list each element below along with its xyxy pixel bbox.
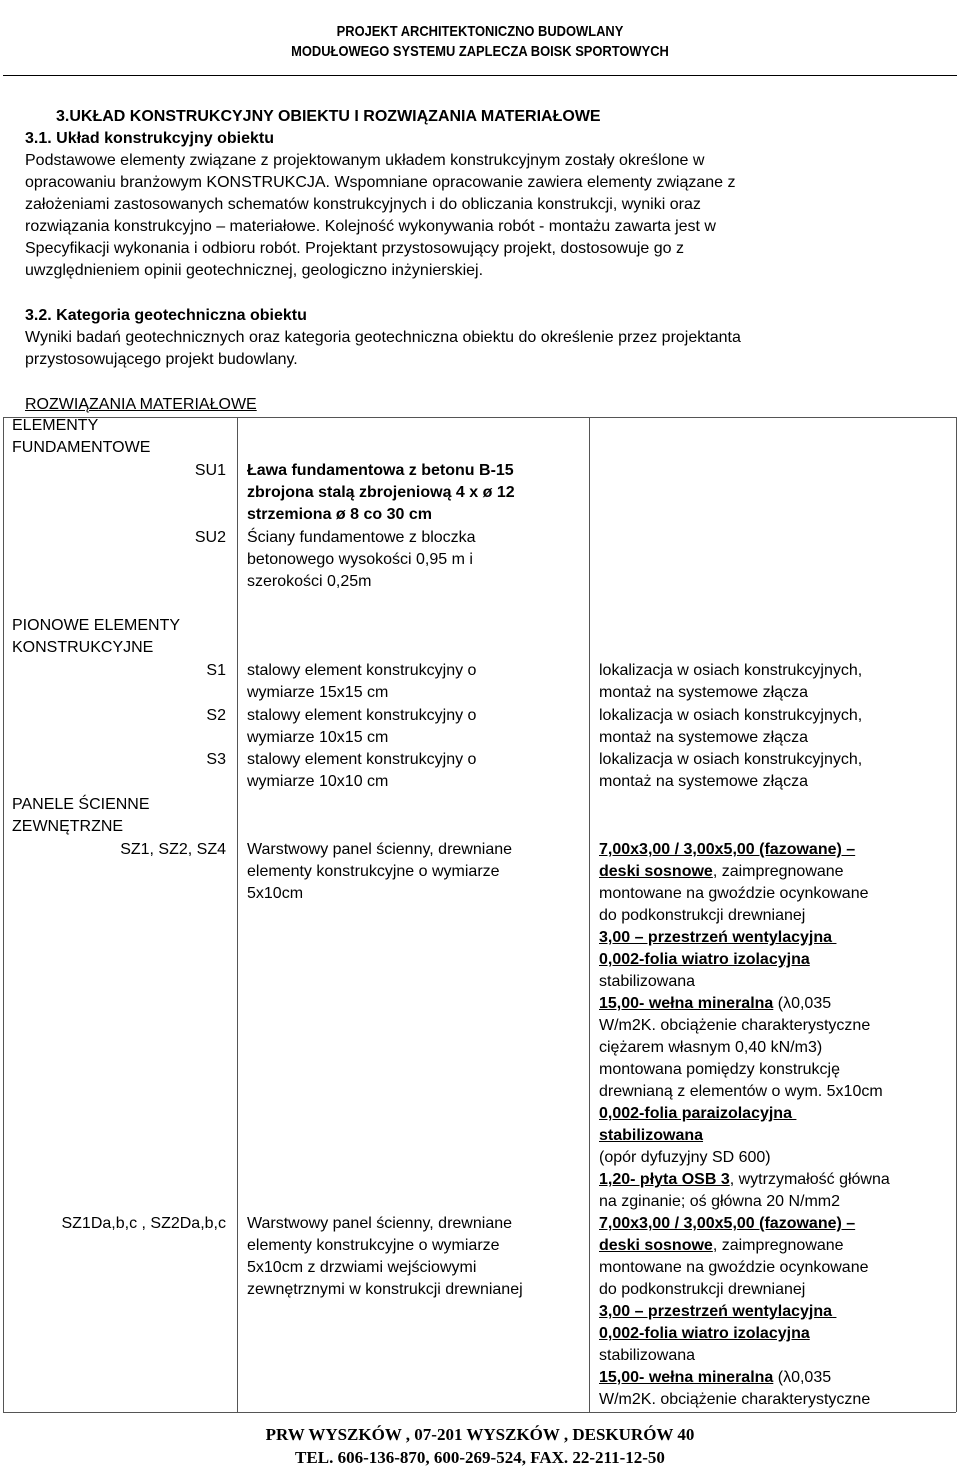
table-border-right: [956, 417, 957, 1412]
s3-note: [599, 749, 939, 793]
layer-line: [599, 1367, 939, 1389]
paragraph-line: Wyniki badań geotechnicznych oraz kategoria geotechniczna obiektu do określenie przez projektanta: [25, 329, 741, 346]
s1-description: [247, 660, 587, 704]
cell-line: elementy konstrukcyjne o wymiarze: [247, 863, 500, 880]
paragraph-line: uwzględnieniem opinii geotechnicznej, geologiczno inżynierskiej.: [25, 262, 484, 279]
layer-line: [599, 1235, 939, 1257]
header-line-1: PROJEKT ARCHITEKTONICZNO BUDOWLANY: [336, 23, 624, 40]
subsection-31-body: [25, 150, 925, 282]
cell-line: montaż na systemowe złącza: [599, 773, 808, 790]
layer-line: [599, 993, 939, 1015]
layer-line: 0,002-folia wiatro izolacyjna: [599, 1325, 810, 1342]
s3-description: [247, 749, 587, 793]
cell-line: Ława fundamentowa z betonu B-15: [247, 462, 514, 479]
cell-line: zewnętrznymi w konstrukcji drewnianej: [247, 1281, 523, 1298]
layer-text: , zaimpregnowane: [712, 863, 844, 880]
layer-line: stabilizowana: [599, 1127, 704, 1144]
layer-line: do podkonstrukcji drewnianej: [599, 907, 806, 924]
header-line-2: MODUŁOWEGO SYSTEMU ZAPLECZA BOISK SPORTOWYCH: [291, 43, 669, 60]
cell-line: 5x10cm z drzwiami wejściowymi: [247, 1259, 477, 1276]
layer-name: 15,00- wełna mineralna: [599, 995, 774, 1012]
materials-heading: ROZWIĄZANIA MATERIAŁOWE: [25, 396, 257, 413]
layer-line: 7,00x3,00 / 3,00x5,00 (fazowane) –: [599, 1215, 856, 1232]
layer-line: 0,002-folia paraizolacyjna: [599, 1105, 797, 1122]
su2-label: SU2: [194, 529, 226, 546]
cell-line: wymiarze 15x15 cm: [247, 684, 389, 701]
table-border-left: [3, 417, 4, 1412]
layer-line: stabilizowana: [599, 973, 696, 990]
layer-line: [599, 1169, 939, 1191]
s2-description: [247, 705, 587, 749]
layer-line: stabilizowana: [599, 1347, 696, 1364]
layer-line: montowane na gwoździe ocynkowane: [599, 1259, 869, 1276]
layer-name: 1,20- płyta OSB 3: [599, 1171, 730, 1188]
s2-label: S2: [206, 707, 226, 724]
layer-line: W/m2K. obciążenie charakterystyczne: [599, 1391, 871, 1408]
cell-line: strzemiona ø 8 co 30 cm: [247, 506, 432, 523]
s2-note: [599, 705, 939, 749]
layer-line: drewnianą z elementów o wym. 5x10cm: [599, 1083, 883, 1100]
group-title-line: FUNDAMENTOWE: [12, 439, 151, 456]
szd-label: SZ1Da,b,c , SZ2Da,b,c: [61, 1215, 226, 1232]
layer-line: W/m2K. obciążenie charakterystyczne: [599, 1017, 871, 1034]
s1-note: [599, 660, 939, 704]
section-title: 3.UKŁAD KONSTRUKCYJNY OBIEKTU I ROZWIĄZANIA MATERIAŁOWE: [56, 108, 601, 125]
group-title-line: ZEWNĘTRZNE: [12, 818, 124, 835]
paragraph-line: Specyfikacji wykonania i odbioru robót. Projektant przystosowujący projekt, dostosowuje go z: [25, 240, 684, 257]
s1-label: S1: [206, 662, 226, 679]
layer-text: (λ0,035: [773, 1369, 832, 1386]
layer-line: montowane na gwoździe ocynkowane: [599, 885, 869, 902]
group-title-line: PIONOWE ELEMENTY: [12, 617, 181, 634]
cell-line: szerokości 0,25m: [247, 573, 372, 590]
cell-line: montaż na systemowe złącza: [599, 729, 808, 746]
cell-line: Warstwowy panel ścienny, drewniane: [247, 841, 513, 858]
layer-name: deski sosnowe: [599, 1237, 713, 1254]
layer-line: ciężarem własnym 0,40 kN/m3): [599, 1039, 823, 1056]
cell-line: wymiarze 10x10 cm: [247, 773, 389, 790]
subsection-32-body: [25, 327, 925, 371]
cell-line: lokalizacja w osiach konstrukcyjnych,: [599, 751, 863, 768]
cell-line: Ściany fundamentowe z bloczka: [247, 529, 476, 546]
cell-line: lokalizacja w osiach konstrukcyjnych,: [599, 662, 863, 679]
s3-label: S3: [206, 751, 226, 768]
subsection-32-title: 3.2. Kategoria geotechniczna obiektu: [25, 307, 307, 324]
layer-line: (opór dyfuzyjny SD 600): [599, 1149, 771, 1166]
cell-line: wymiarze 10x15 cm: [247, 729, 389, 746]
layer-line: montowana pomiędzy konstrukcję: [599, 1061, 841, 1078]
cell-line: lokalizacja w osiach konstrukcyjnych,: [599, 707, 863, 724]
su1-label: SU1: [194, 462, 226, 479]
sz-description: [247, 839, 587, 905]
su1-description: [247, 460, 587, 526]
layer-text: , wytrzymałość główna: [729, 1171, 890, 1188]
header-divider: [3, 75, 957, 76]
layer-line: 3,00 – przestrzeń wentylacyjna: [599, 929, 837, 946]
document-header: [67, 22, 893, 62]
cell-line: 5x10cm: [247, 885, 304, 902]
cell-line: Warstwowy panel ścienny, drewniane: [247, 1215, 513, 1232]
layer-line: [599, 861, 939, 883]
layer-line: do podkonstrukcji drewnianej: [599, 1281, 806, 1298]
pionowe-title: [12, 615, 232, 659]
subsection-31-title: 3.1. Układ konstrukcyjny obiektu: [25, 130, 274, 147]
document-footer: [0, 1423, 960, 1469]
layer-line: 7,00x3,00 / 3,00x5,00 (fazowane) –: [599, 841, 856, 858]
fundamentowe-title: [12, 415, 232, 459]
cell-line: stalowy element konstrukcyjny o: [247, 751, 477, 768]
layer-text: , zaimpregnowane: [712, 1237, 844, 1254]
paragraph-line: przystosowującego projekt budowlany.: [25, 351, 298, 368]
layer-text: (λ0,035: [773, 995, 832, 1012]
cell-line: betonowego wysokości 0,95 m i: [247, 551, 473, 568]
cell-line: zbrojona stalą zbrojeniową 4 x ø 12: [247, 484, 515, 501]
szd-layers: [599, 1213, 939, 1411]
su2-description: [247, 527, 587, 593]
layer-line: na zginanie; oś główna 20 N/mm2: [599, 1193, 841, 1210]
cell-line: elementy konstrukcyjne o wymiarze: [247, 1237, 500, 1254]
group-title-line: KONSTRUKCYJNE: [12, 639, 154, 656]
cell-line: montaż na systemowe złącza: [599, 684, 808, 701]
layer-name: deski sosnowe: [599, 863, 713, 880]
footer-line-2: TEL. 606-136-870, 600-269-524, FAX. 22-211-12-50: [295, 1448, 665, 1467]
szd-description: [247, 1213, 587, 1301]
paragraph-line: Podstawowe elementy związane z projektowanym układem konstrukcyjnym zostały określone w: [25, 152, 705, 169]
layer-line: 3,00 – przestrzeń wentylacyjna: [599, 1303, 837, 1320]
paragraph-line: opracowaniu branżowym KONSTRUKCJA. Wspomniane opracowanie zawiera elementy związane z: [25, 174, 736, 191]
layer-line: 0,002-folia wiatro izolacyjna: [599, 951, 810, 968]
panele-title: [12, 794, 232, 838]
footer-line-1: PRW WYSZKÓW , 07-201 WYSZKÓW , DESKURÓW 40: [265, 1425, 695, 1444]
layer-name: 15,00- wełna mineralna: [599, 1369, 774, 1386]
table-divider-1: [237, 417, 238, 1412]
table-border-bottom: [3, 1412, 956, 1413]
group-title-line: ELEMENTY: [12, 417, 99, 434]
paragraph-line: rozwiązania konstrukcyjno – materiałowe. Kolejność wykonywania robót - montażu zawarta jest w: [25, 218, 716, 235]
group-title-line: PANELE ŚCIENNE: [12, 796, 150, 813]
sz-label: SZ1, SZ2, SZ4: [120, 841, 226, 858]
table-divider-2: [589, 417, 590, 1412]
paragraph-line: założeniami zastosowanych schematów konstrukcyjnych i do obliczania konstrukcji, wyniki oraz: [25, 196, 701, 213]
cell-line: stalowy element konstrukcyjny o: [247, 662, 477, 679]
cell-line: stalowy element konstrukcyjny o: [247, 707, 477, 724]
sz-layers: [599, 839, 939, 1213]
